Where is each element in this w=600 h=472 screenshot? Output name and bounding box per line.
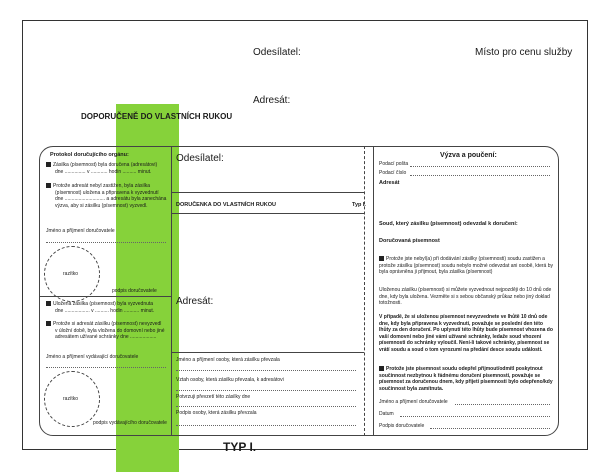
name-line-2: Jméno a příjmení vydávající doručovatele	[46, 354, 139, 360]
notice-paragraph-4	[379, 366, 554, 392]
item1-line-b: dne ............... v ............ hodin .......... minut.	[55, 168, 152, 175]
field-receipt-date-line[interactable]	[176, 406, 356, 407]
item2-line-c: dne ............................. a adresátu byla zanechána	[55, 196, 167, 202]
item4-line-c: adresátem užívané schránky dne ...................	[55, 334, 157, 340]
divider-left	[171, 146, 172, 436]
notice-paragraph-1-text: Protože jste nebyl(a) při dodávání zásilky (písemnosti) soudu zastižen a protože zásilku (písemnost) soudu nebylo možné odevzdat ani osobě, která by byla oprávněna ji přijmout, byla zásilka (písemnost)	[379, 256, 553, 275]
field-relationship: Vztah osoby, která zásilku převzala, k adresátovi	[176, 377, 284, 383]
name-line-1-field[interactable]	[46, 242, 166, 243]
date-label: Datum	[379, 411, 394, 417]
field-recipient-name: Jméno a příjmení osoby, která zásilku převzala	[176, 357, 280, 363]
right-addressee-label: Adresát	[379, 180, 400, 186]
carrier-name-line[interactable]	[455, 404, 550, 405]
checkbox-notice-1[interactable]	[379, 256, 384, 261]
checkbox-picked-up[interactable]	[46, 301, 51, 306]
delivered-document-label: Doručovaná písemnost	[379, 238, 440, 244]
carrier-name-label: Jméno a příjmení doručovatele	[379, 399, 448, 405]
notice-paragraph-1	[379, 256, 554, 276]
service-area-label: Místo pro cenu služby	[475, 47, 573, 58]
divider-right-solid	[373, 146, 374, 436]
name-line-1: Jméno a příjmení doručovatele	[46, 228, 115, 234]
registered-title: DOPORUČENĚ DO VLASTNÍCH RUKOU	[81, 112, 233, 121]
name-line-2-field[interactable]	[46, 367, 166, 368]
left-separator	[39, 296, 171, 297]
item4-line-a: Protože si adresát zásilku (písemnost) nevyzvedl	[53, 321, 162, 327]
field-receipt-date: Potvrzuji převzetí této zásilky dne	[176, 394, 251, 400]
item2-line-b: (písemnost) uložena a připravena k vyzvednutí	[55, 189, 159, 196]
field-relationship-line[interactable]	[176, 390, 356, 391]
field-recipient-name-line[interactable]	[176, 370, 356, 371]
protocol-item-mailbox	[46, 321, 170, 341]
middle-separator-2	[171, 213, 364, 214]
receipt-type: Typ I.	[352, 202, 366, 208]
stamp-label-1: razítko	[63, 271, 79, 277]
item1-line-a: Zásilka (písemnost) byla doručena (adresátovi)	[53, 162, 158, 168]
divider-right	[364, 146, 365, 436]
footer-type-label: TYP I.	[223, 440, 257, 454]
court-heading: Soud, který zásilku (písemnost) odevzdal k doručení:	[379, 221, 518, 227]
field-recipient-signature-line[interactable]	[176, 425, 356, 426]
submission-number-line[interactable]	[410, 175, 550, 176]
sender-label: Odesílatel:	[253, 47, 301, 58]
carrier-signature-line[interactable]	[430, 428, 550, 429]
item4-line-b: v úložní době, byla vložena do domovní nebo jiné	[55, 327, 165, 334]
signature-label-2: podpis vydávajícího doručovatele	[93, 420, 167, 426]
notice-title: Výzva a poučení:	[440, 152, 497, 159]
notice-paragraph-4-text: Protože jste písemnost soudu odepřel přijmout/odmítl poskytnout součinnost nezbytnou k řádnému doručení písemnosti, považuje se písemnost za doručenou dnem, kdy přijetí písemnosti bylo odepřeno/kdy součinnost byla zamítnuta.	[379, 366, 553, 392]
date-line[interactable]	[400, 416, 550, 417]
checkbox-mailbox[interactable]	[46, 321, 51, 326]
protocol-item-picked-up	[46, 301, 170, 314]
protocol-item-delivered	[46, 162, 170, 175]
middle-separator-1	[171, 192, 364, 193]
checkbox-delivered[interactable]	[46, 162, 51, 167]
receipt-sender-label: Odesílatel:	[176, 153, 224, 164]
notice-paragraph-2: Uloženou zásilku (písemnost) si můžete vyzvednout nejpozději do 10 dnů ode dne, kdy byla uložena. Vezměte si s sebou občanský průkaz nebo jiný doklad totožnosti.	[379, 287, 552, 306]
field-recipient-signature: Podpis osoby, která zásilku převzala	[176, 410, 257, 416]
notice-paragraph-3: V případě, že si uloženou písemnost nevyzvednete ve lhůtě 10 dnů ode dne, kdy byla připravena k vyzvednutí, považuje se poslední den této lhůty za den doručení. Po uplynutí této lhůty bude písemnost vhozena do vaší domovní nebo jiné vámi užívané schránky, ledaže soud vhození písemnosti do schránky vyloučil. Není-li takové schránky, písemnost se vrátí soudu a soud o tom vyrozumí na předání desce soudu událostí.	[379, 314, 553, 353]
post-office-label: Podací pošta	[379, 161, 409, 167]
checkbox-notice-2[interactable]	[379, 366, 384, 371]
item3-line-a: Uložená zásilka (písemnost) byla vyzvednuta	[53, 301, 154, 307]
post-office-line[interactable]	[410, 166, 550, 167]
protocol-item-stored	[46, 183, 170, 209]
protocol-title: Protokol doručujícího orgánu:	[50, 152, 129, 158]
middle-separator-3	[171, 352, 364, 353]
submission-number-label: Podací číslo	[379, 170, 407, 176]
item2-line-d: výzva, aby si zásilku (písemnost) vyzvedl.	[55, 202, 148, 209]
item3-line-b: dne .................. v .......... hodin ........... minut.	[55, 307, 155, 314]
receipt-addressee-label: Adresát:	[176, 296, 214, 307]
item2-line-a: Protože adresát nebyl zastižen, byla zásilka	[53, 183, 150, 189]
signature-label-1: podpis doručovatele	[112, 288, 157, 294]
checkbox-stored[interactable]	[46, 183, 51, 188]
receipt-title: DORUČENKA DO VLASTNÍCH RUKOU	[176, 202, 277, 208]
stamp-label-2: razítko	[63, 396, 79, 402]
addressee-label: Adresát:	[253, 95, 291, 106]
carrier-signature-label: Podpis doručovatele	[379, 423, 425, 429]
